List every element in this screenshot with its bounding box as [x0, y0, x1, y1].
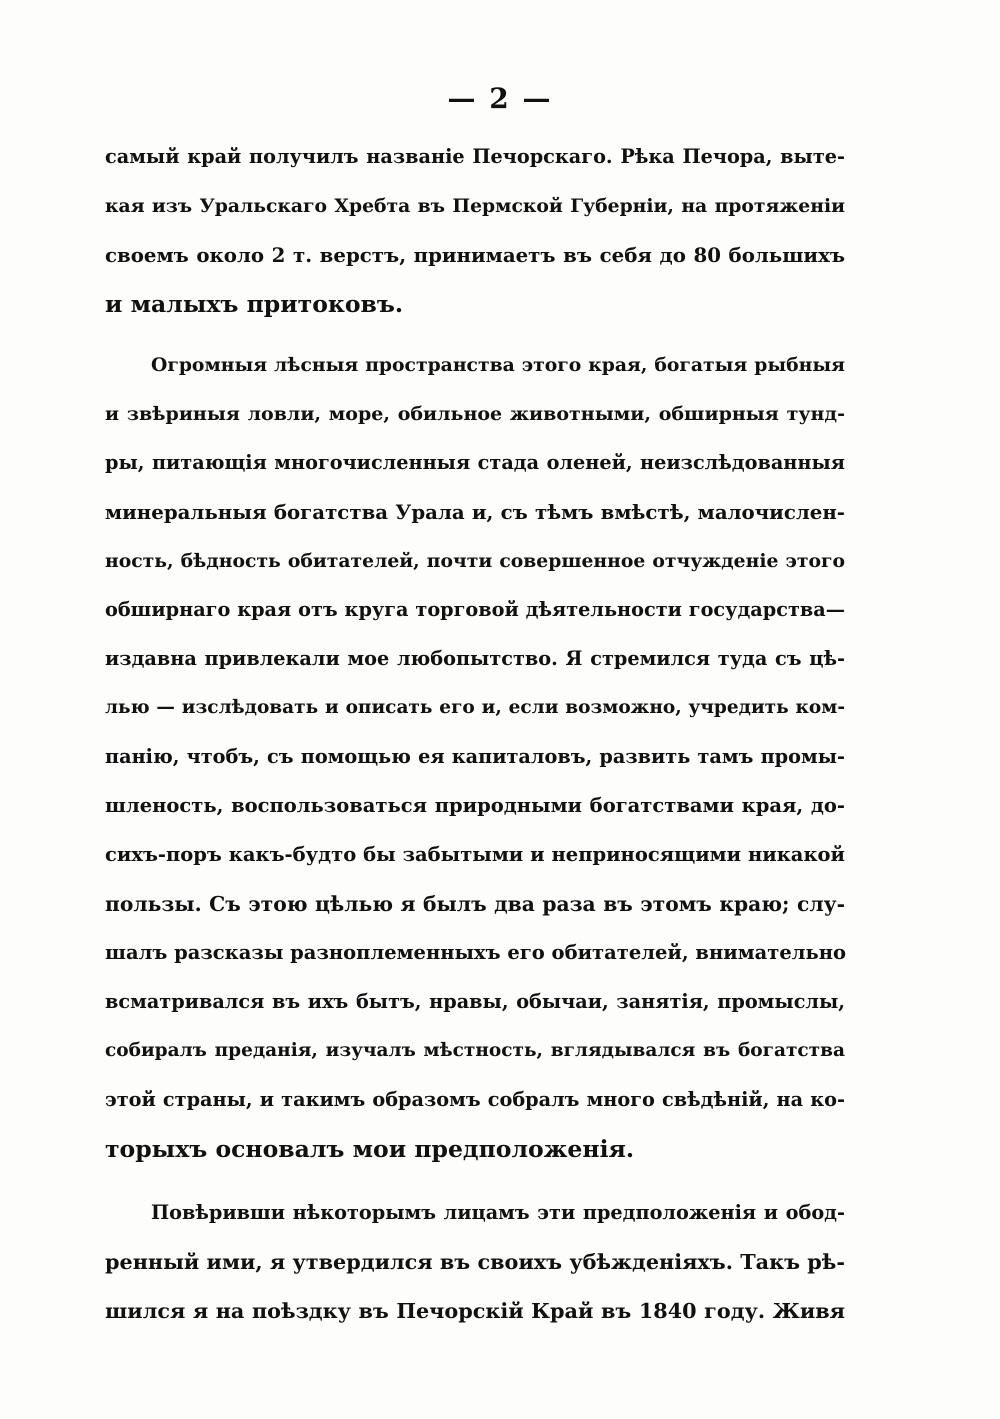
text-line: Огромныя лѣсныя пространства этого края, богатыя рыбныя — [151, 354, 845, 376]
text-line: сихъ-поръ какъ-будто бы забытыми и неприносящими никакой — [105, 843, 845, 866]
text-line: обширнаго края отъ круга торговой дѣятельности государства— — [105, 598, 845, 621]
text-line: шленость, воспользоваться природными богатствами края, до- — [105, 794, 845, 817]
text-line: этой страны, и такимъ образомъ собралъ много свѣдѣній, на ко- — [105, 1088, 845, 1111]
text-line: Повѣривши нѣкоторымъ лицамъ эти предположенія и обод- — [151, 1201, 845, 1224]
text-line: собиралъ преданія, изучалъ мѣстность, вглядывался въ богатства — [105, 1040, 845, 1061]
text-line: всматривался въ ихъ бытъ, нравы, обычаи, занятія, промыслы, — [105, 990, 845, 1013]
text-line: издавна привлекали мое любопытство. Я стремился туда съ цѣ- — [105, 647, 845, 670]
text-line: минеральныя богатства Урала и, съ тѣмъ вмѣстѣ, малочислен- — [105, 500, 845, 524]
text-line: кая изъ Уральскаго Хребта въ Пермской Губерніи, на протяженіи — [105, 195, 845, 217]
text-line: шился я на поѣздку въ Печорскій Край въ 1840 году. Живя — [105, 1299, 845, 1323]
text-line: и малыхъ притоковъ. — [105, 290, 404, 318]
text-line: и звѣриныя ловли, море, обильное животными, обширныя тунд- — [105, 403, 845, 425]
text-line: ры, питающія многочисленныя стада оленей, неизслѣдованныя — [105, 451, 845, 474]
page-number: — 2 — — [447, 82, 553, 115]
text-line: самый край получилъ названіе Печорскаго. Рѣка Печора, выте- — [105, 145, 845, 168]
text-line: ренный ими, я утвердился въ своихъ убѣжденіяхъ. Такъ рѣ- — [105, 1250, 845, 1274]
text-line: лью — изслѣдовать и описать его и, если возможно, учредить ком- — [105, 697, 845, 718]
text-line: панію, чтобъ, съ помощью ея капиталовъ, развить тамъ промы- — [105, 745, 845, 768]
text-line: шалъ разсказы разноплеменныхъ его обитателей, внимательно — [105, 941, 847, 964]
text-line: ность, бѣдность обитателей, почти совершенное отчужденіе этого — [105, 550, 845, 572]
text-line: своемъ около 2 т. верстъ, принимаетъ въ себя до 80 большихъ — [105, 243, 845, 267]
text-line: торыхъ основалъ мои предположенія. — [105, 1135, 635, 1163]
text-line: пользы. Съ этою цѣлью я былъ два раза въ этомъ краю; слу- — [105, 892, 845, 916]
